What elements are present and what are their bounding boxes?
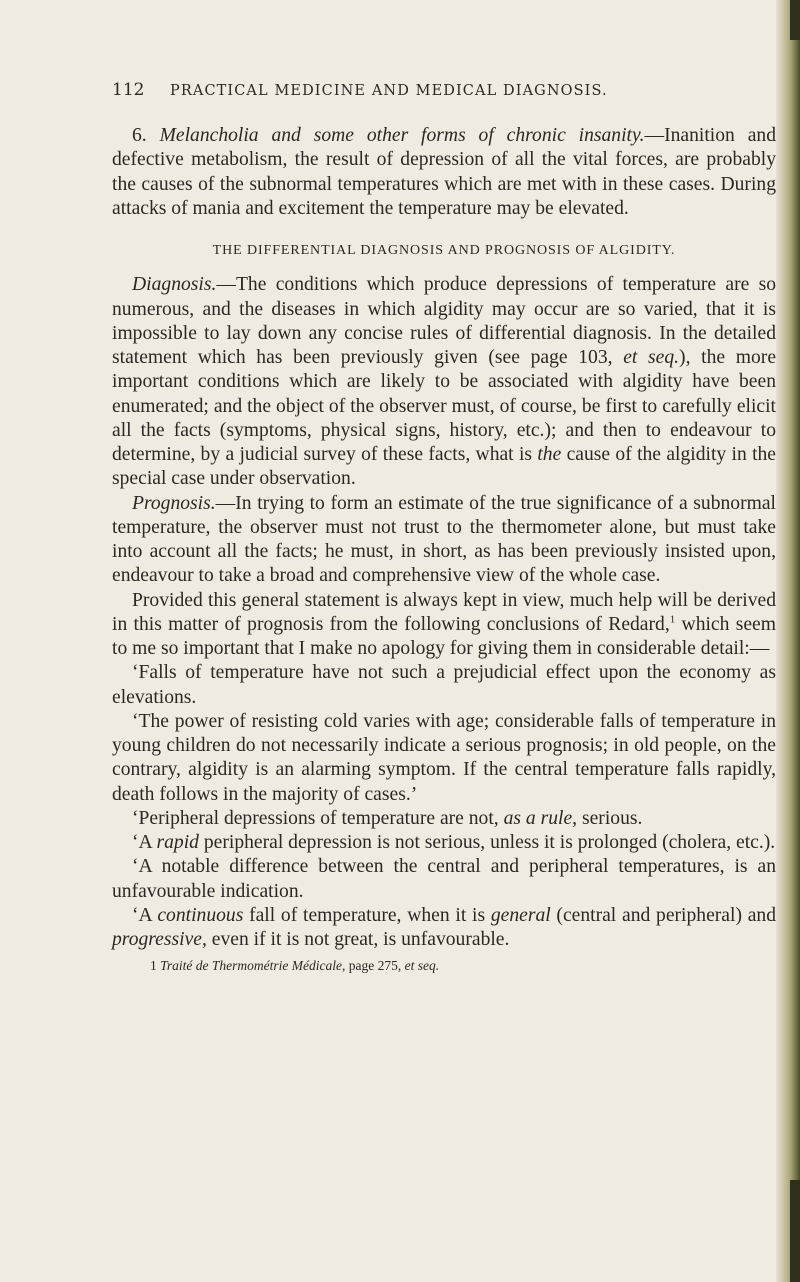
text-run: —In trying to form an estimate of the true significance of a subnormal temperature, the observer must not trust to the thermometer alone, but must take into account all the facts; he must, in short, as has been previously insisted upon, endeavour to take a broad and comprehensive view of the whole case. (112, 492, 776, 587)
quote-rapid (112, 831, 776, 855)
quote-continuous (112, 904, 776, 953)
para-body: —Inanition and defective metabolism, the result of depression of all the vital forces, are probably the causes of the subnormal temperatures which are met with in these cases. During attacks of mania and excitement the temperature may be elevated. (112, 125, 777, 219)
text-run: (central and peripheral) and (550, 904, 776, 926)
paragraph-provided (112, 589, 776, 662)
para-title: Melancholia and some other forms of chronic insanity. (159, 125, 645, 146)
quote-power: ‘The power of resisting cold varies with age; considerable falls of temperature in young children do not necessarily indicate a serious prognosis; in old people, on the contrary, algidity is an alarming symptom. If the central temperature falls rapidly, death follows in the majority of cases.’ (112, 710, 776, 805)
quote-peripheral (112, 807, 776, 831)
text-run: fall of temperature, when it is (243, 904, 491, 926)
text-run: ‘Peripheral depressions of temperature are not, (132, 807, 504, 829)
text-run: which seem to me so important that I make no apology for giving them in considerable detail:— (112, 613, 776, 659)
text-run: serious. (577, 807, 643, 829)
text-run-italic: general (490, 904, 551, 926)
text-run: —The conditions which produce depressions of temperature are so numerous, and the diseases in which algidity may occur are so varied, that it is impossible to lay down any concise rules of differential diagnosis. In the detailed statement which has been previously given (see page 103, (112, 274, 776, 368)
quote-falls: ‘Falls of temperature have not such a prejudicial effect upon the economy as elevations. (112, 662, 776, 708)
section-title: THE DIFFERENTIAL DIAGNOSIS AND PROGNOSIS OF ALGIDITY. (212, 243, 676, 258)
edge-dark-bottom (790, 1180, 800, 1282)
paragraph-prognosis (112, 492, 776, 589)
page-header (112, 80, 672, 108)
text-run: ‘A (132, 904, 158, 926)
footnote (112, 954, 776, 978)
text-run-italic: et seq. (623, 347, 680, 368)
paragraph-melancholia (112, 124, 776, 221)
running-head: PRACTICAL MEDICINE AND MEDICAL DIAGNOSIS. (170, 83, 608, 99)
text-run: peripheral depression is not serious, unless it is prolonged (cholera, etc.). (198, 832, 776, 853)
diagnosis-label: Diagnosis. (132, 274, 217, 296)
footnote-ref: 1 (669, 613, 676, 626)
footnote-title: Traité de Thermométrie Médicale, (160, 958, 346, 974)
text-run-italic: et seq. (404, 958, 440, 974)
footnote-mark: 1 (150, 958, 161, 974)
paragraph-diagnosis (112, 273, 776, 491)
page-number: 112 (112, 80, 145, 100)
page-edge-shadow (776, 0, 800, 1282)
prognosis-label: Prognosis. (132, 492, 216, 514)
quote-notable: ‘A notable difference between the central and peripheral temperatures, is an unfavourable indication. (112, 856, 776, 902)
text-run: even if it is not great, is unfavourable. (206, 929, 510, 950)
text-run-italic: continuous (157, 904, 244, 926)
para-number: 6. (132, 125, 160, 146)
text-run: cause of the algidity in the special case under observation. (112, 444, 777, 490)
text-run: page 275, (345, 958, 405, 974)
edge-dark-top (790, 0, 800, 40)
text-run-italic: as a rule, (503, 807, 578, 829)
text-run: Provided this general statement is always kept in view, much help will be derived in this matter of prognosis from the following conclusions of Redard, (112, 589, 776, 635)
text-run: ), the more important conditions which are likely to be associated with algidity have been enumerated; and the object of the observer must, of course, be first to carefully elicit all the facts (symptoms, physical signs, history, etc.); and then to endeavour to determine, by a judicial survey of these facts, what is (112, 347, 777, 465)
body-text (112, 124, 776, 979)
text-run: ‘A (132, 832, 157, 853)
text-run-italic: the (537, 444, 562, 465)
text-run-italic: progressive, (112, 929, 207, 950)
text-run-italic: rapid (156, 832, 199, 853)
